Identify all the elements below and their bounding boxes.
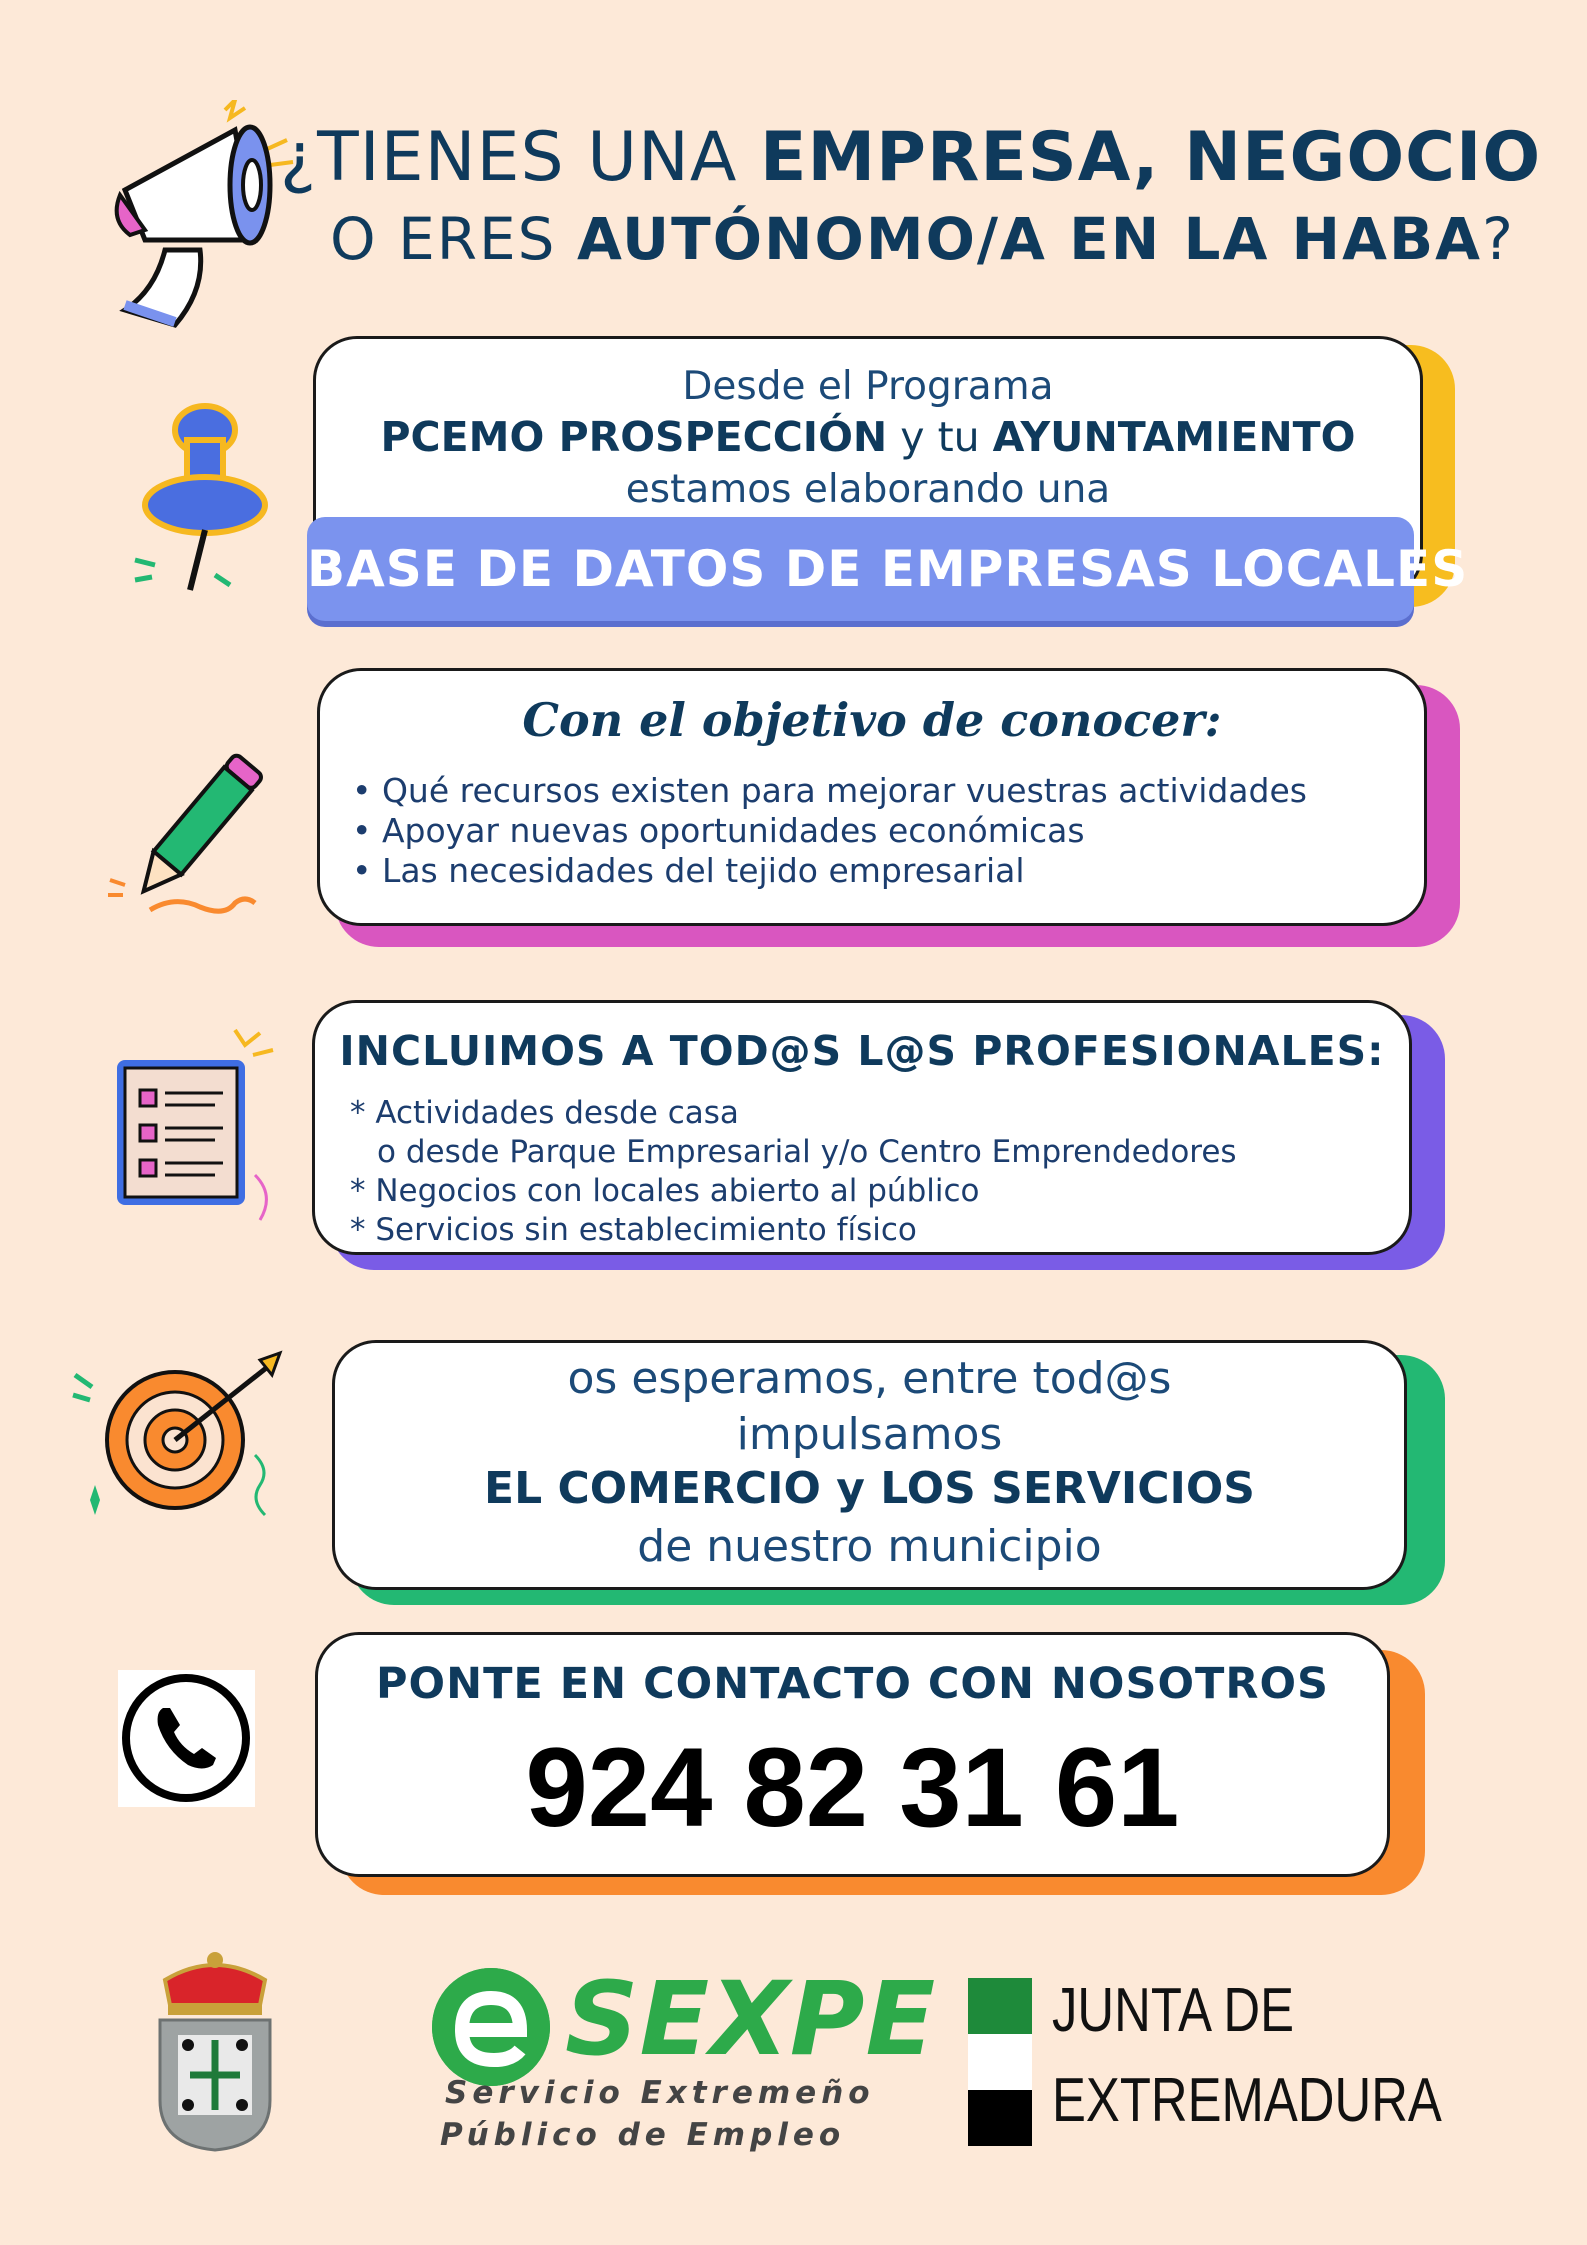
push-pin-icon [130,395,270,605]
headline-line-1 [280,118,1541,197]
card-4-line-1: os esperamos, entre tod@s [567,1353,1172,1404]
objective-item: • Las necesidades del tejido empresarial [352,851,1025,890]
megaphone-icon [105,100,295,330]
headline-bold-text: EMPRESA, NEGOCIO [760,118,1542,197]
headline-bold-text: AUTÓNOMO/A EN LA HABA [576,205,1483,273]
database-banner: BASE DE DATOS DE EMPRESAS LOCALES [307,517,1414,621]
card-1-line-2 [316,413,1420,461]
card-5 [315,1632,1390,1877]
sexpe-logo-icon [432,1968,550,2086]
city-hall-text: AYUNTAMIENTO [992,413,1356,461]
professional-item: * Servicios sin establecimiento físico [350,1212,917,1248]
headline-text: ¿TIENES UNA [280,118,761,197]
program-name: PCEMO PROSPECCIÓN [380,413,888,461]
junta-logo-text: JUNTA DE [1052,1976,1294,2045]
connector-text: y tu [887,413,993,461]
card-1-line-3: estamos elaborando una [625,467,1111,512]
objective-item: • Qué recursos existen para mejorar vuestras actividades [352,771,1307,810]
card-3-title: INCLUIMOS A TOD@S L@S PROFESIONALES: [339,1027,1385,1075]
junta-flag-logo [968,1978,1032,2146]
professional-item: o desde Parque Empresarial y/o Centro Emprendedores [377,1134,1237,1170]
junta-logo-text: EXTREMADURA [1052,2066,1442,2135]
pencil-icon [105,745,280,920]
card-4-line-4: de nuestro municipio [637,1521,1102,1572]
headline-text: ? [1482,205,1515,273]
card-4 [332,1340,1407,1590]
professional-item: * Actividades desde casa [350,1095,739,1131]
coat-of-arms-logo [150,1950,280,2155]
headline-text: O ERES [330,205,577,273]
sexpe-subtitle: Público de Empleo [440,2117,846,2153]
card-4-line-3: EL COMERCIO y LOS SERVICIOS [484,1463,1255,1514]
card-4-line-2: impulsamos [736,1409,1003,1460]
objective-item: • Apoyar nuevas oportunidades económicas [352,811,1085,850]
contact-title: PONTE EN CONTACTO CON NOSOTROS [376,1659,1329,1709]
phone-icon [118,1670,255,1807]
card-1-line-1: Desde el Programa [682,364,1054,409]
headline-line-2 [330,205,1515,273]
card-3 [312,1000,1412,1255]
sexpe-subtitle: Servicio Extremeño [445,2075,875,2111]
card-2 [317,668,1427,926]
phone-number[interactable]: 924 82 31 61 [525,1725,1180,1850]
sexpe-logo-text: SEXPE [565,1960,937,2079]
card-2-title: Con el objetivo de conocer: [522,693,1222,747]
checklist-icon [105,1025,285,1225]
target-icon [70,1345,290,1530]
professional-item: * Negocios con locales abierto al público [350,1173,980,1209]
